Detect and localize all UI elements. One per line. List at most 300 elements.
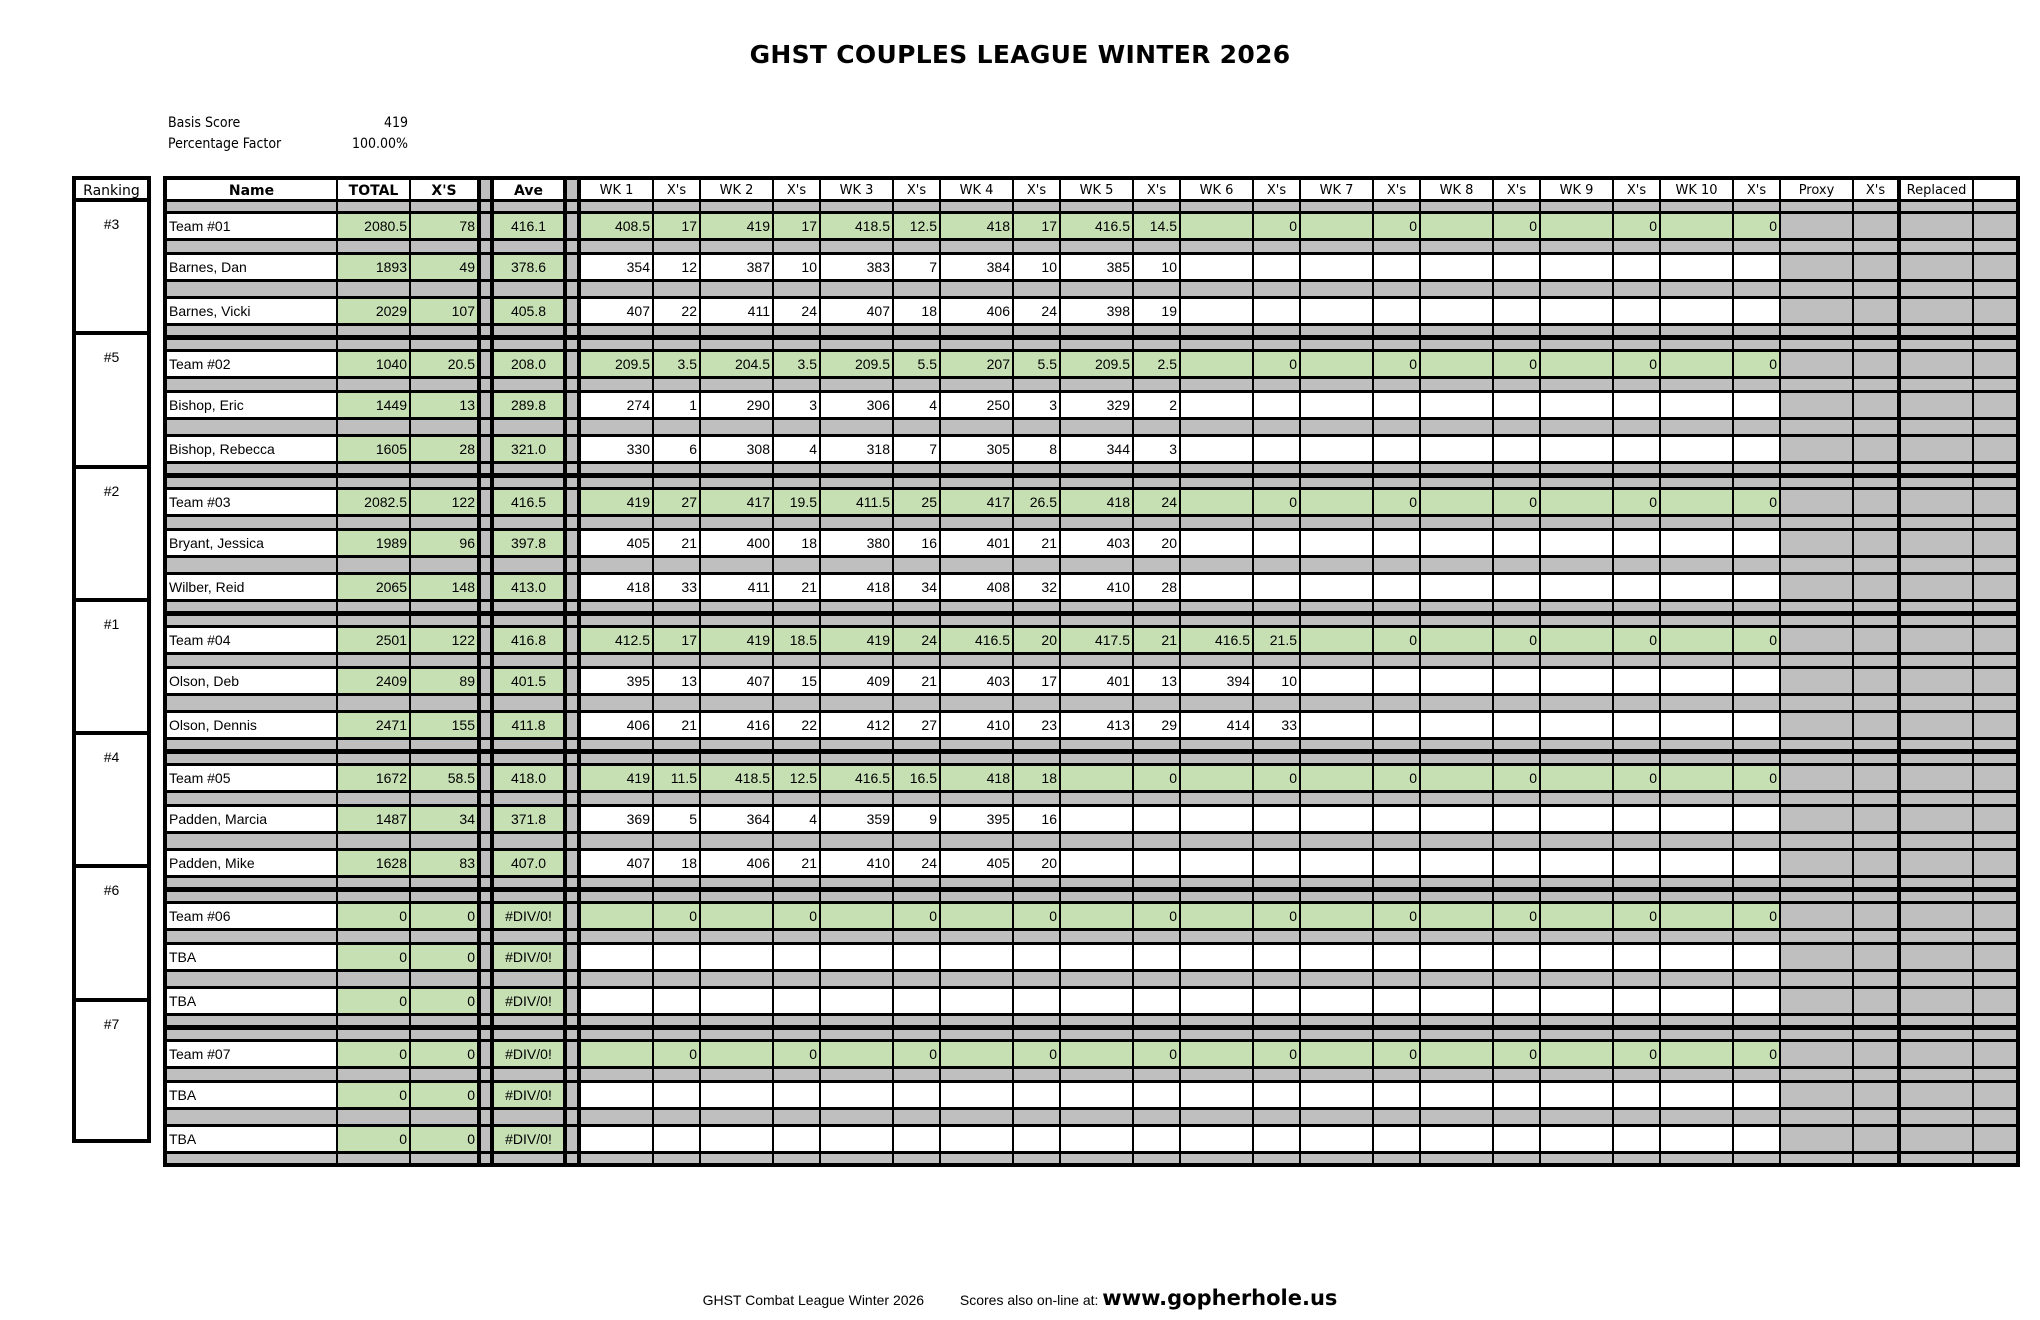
week-10-xs[interactable] bbox=[1734, 575, 1781, 599]
week-8-xs[interactable] bbox=[1494, 851, 1541, 875]
week-2-xs[interactable] bbox=[774, 945, 821, 969]
week-4-xs[interactable]: 23 bbox=[1014, 713, 1061, 737]
week-6-score[interactable] bbox=[1181, 1083, 1254, 1107]
footer-website-link[interactable]: www.gopherhole.us bbox=[1102, 1286, 1338, 1310]
week-5-score[interactable]: 385 bbox=[1061, 255, 1134, 279]
week-1-xs[interactable] bbox=[654, 989, 701, 1013]
cell-div2 bbox=[567, 352, 581, 376]
week-8-xs[interactable] bbox=[1494, 393, 1541, 417]
week-4-score[interactable]: 405 bbox=[941, 851, 1014, 875]
week-2-xs[interactable]: 4 bbox=[774, 807, 821, 831]
week-7-score[interactable] bbox=[1301, 437, 1374, 461]
week-7-xs[interactable] bbox=[1374, 393, 1421, 417]
week-8-score[interactable] bbox=[1421, 807, 1494, 831]
week-3-xs[interactable]: 21 bbox=[894, 669, 941, 693]
week-7-xs[interactable] bbox=[1374, 851, 1421, 875]
week-3-xs[interactable]: 18 bbox=[894, 299, 941, 323]
week-9-score[interactable] bbox=[1541, 989, 1614, 1013]
week-4-score[interactable]: 384 bbox=[941, 255, 1014, 279]
week-1-score[interactable]: 407 bbox=[581, 851, 654, 875]
week-2-score[interactable]: 411 bbox=[701, 575, 774, 599]
week-9-score[interactable] bbox=[1541, 851, 1614, 875]
week-2-score[interactable]: 406 bbox=[701, 851, 774, 875]
week-8-xs[interactable] bbox=[1494, 989, 1541, 1013]
week-1-score[interactable] bbox=[581, 1127, 654, 1151]
week-8-xs[interactable] bbox=[1494, 1083, 1541, 1107]
week-4-score[interactable]: 401 bbox=[941, 531, 1014, 555]
week-5-score[interactable]: 401 bbox=[1061, 669, 1134, 693]
week-6-score[interactable] bbox=[1181, 989, 1254, 1013]
spacer-cell bbox=[1301, 1154, 1374, 1163]
header-proxy: Proxy bbox=[1781, 180, 1854, 202]
week-7-score[interactable] bbox=[1301, 807, 1374, 831]
week-6-xs[interactable] bbox=[1254, 989, 1301, 1013]
week-10-score[interactable] bbox=[1661, 531, 1734, 555]
week-1-xs[interactable]: 1 bbox=[654, 393, 701, 417]
week-2-score[interactable]: 290 bbox=[701, 393, 774, 417]
week-9-score[interactable] bbox=[1541, 299, 1614, 323]
week-7-xs[interactable] bbox=[1374, 299, 1421, 323]
week-5-xs[interactable]: 19 bbox=[1134, 299, 1181, 323]
week-5-xs[interactable] bbox=[1134, 945, 1181, 969]
week-9-score[interactable] bbox=[1541, 669, 1614, 693]
week-10-xs[interactable] bbox=[1734, 669, 1781, 693]
week-10-score[interactable] bbox=[1661, 255, 1734, 279]
week-4-xs[interactable] bbox=[1014, 1083, 1061, 1107]
week-3-score[interactable]: 306 bbox=[821, 393, 894, 417]
week-9-score[interactable] bbox=[1541, 807, 1614, 831]
week-3-xs[interactable]: 24 bbox=[894, 851, 941, 875]
week-7-xs[interactable] bbox=[1374, 531, 1421, 555]
week-6-xs[interactable] bbox=[1254, 531, 1301, 555]
week-1-score[interactable] bbox=[581, 945, 654, 969]
week-7-score[interactable] bbox=[1301, 255, 1374, 279]
week-5-score[interactable] bbox=[1061, 1127, 1134, 1151]
week-3-score[interactable] bbox=[821, 945, 894, 969]
basis-score-value[interactable]: 419 bbox=[383, 115, 408, 131]
week-4-xs[interactable]: 32 bbox=[1014, 575, 1061, 599]
week-7-xs[interactable] bbox=[1374, 1127, 1421, 1151]
week-2-score[interactable] bbox=[701, 1083, 774, 1107]
spacer-cell bbox=[338, 972, 411, 986]
week-2-xs[interactable]: 18 bbox=[774, 531, 821, 555]
week-2-xs[interactable]: 22 bbox=[774, 713, 821, 737]
week-9-xs[interactable] bbox=[1614, 255, 1661, 279]
week-5-score[interactable]: 403 bbox=[1061, 531, 1134, 555]
week-6-score[interactable] bbox=[1181, 807, 1254, 831]
week-1-score[interactable]: 330 bbox=[581, 437, 654, 461]
week-8-xs[interactable] bbox=[1494, 437, 1541, 461]
week-10-score[interactable] bbox=[1661, 945, 1734, 969]
week-1-score[interactable] bbox=[581, 989, 654, 1013]
week-2-xs[interactable]: 4 bbox=[774, 437, 821, 461]
week-10-xs[interactable] bbox=[1734, 299, 1781, 323]
spacer-cell bbox=[1614, 1016, 1661, 1025]
week-1-xs[interactable]: 5 bbox=[654, 807, 701, 831]
week-9-xs[interactable] bbox=[1614, 531, 1661, 555]
week-1-score[interactable]: 406 bbox=[581, 713, 654, 737]
week-9-xs[interactable] bbox=[1614, 437, 1661, 461]
week-5-xs[interactable] bbox=[1134, 807, 1181, 831]
week-2-xs[interactable]: 3 bbox=[774, 393, 821, 417]
week-10-score[interactable] bbox=[1661, 713, 1734, 737]
week-8-xs[interactable] bbox=[1494, 807, 1541, 831]
week-3-xs[interactable]: 34 bbox=[894, 575, 941, 599]
week-3-xs: 5.5 bbox=[894, 352, 941, 376]
week-7-score[interactable] bbox=[1301, 669, 1374, 693]
week-2-score[interactable]: 400 bbox=[701, 531, 774, 555]
week-3-xs[interactable]: 16 bbox=[894, 531, 941, 555]
week-6-xs[interactable] bbox=[1254, 807, 1301, 831]
week-1-score[interactable]: 369 bbox=[581, 807, 654, 831]
week-3-xs[interactable] bbox=[894, 989, 941, 1013]
spacer-cell bbox=[1254, 1030, 1301, 1039]
week-10-score[interactable] bbox=[1661, 669, 1734, 693]
week-9-xs[interactable] bbox=[1614, 669, 1661, 693]
week-5-xs[interactable]: 3 bbox=[1134, 437, 1181, 461]
week-7-score[interactable] bbox=[1301, 531, 1374, 555]
week-5-xs[interactable] bbox=[1134, 989, 1181, 1013]
week-3-xs[interactable] bbox=[894, 945, 941, 969]
week-5-xs[interactable]: 29 bbox=[1134, 713, 1181, 737]
week-5-score[interactable]: 410 bbox=[1061, 575, 1134, 599]
week-3-score[interactable] bbox=[821, 1083, 894, 1107]
week-6-xs[interactable] bbox=[1254, 299, 1301, 323]
week-10-score[interactable] bbox=[1661, 1083, 1734, 1107]
week-6-score[interactable] bbox=[1181, 299, 1254, 323]
week-6-score[interactable] bbox=[1181, 531, 1254, 555]
week-8-xs[interactable] bbox=[1494, 255, 1541, 279]
week-4-score[interactable] bbox=[941, 945, 1014, 969]
week-8-score[interactable] bbox=[1421, 299, 1494, 323]
week-1-xs[interactable]: 6 bbox=[654, 437, 701, 461]
spacer-row bbox=[167, 282, 2016, 299]
week-10-score[interactable] bbox=[1661, 807, 1734, 831]
week-8-score[interactable] bbox=[1421, 713, 1494, 737]
week-1-xs[interactable] bbox=[654, 1083, 701, 1107]
week-8-xs[interactable] bbox=[1494, 945, 1541, 969]
week-3-xs[interactable]: 9 bbox=[894, 807, 941, 831]
week-3-score[interactable] bbox=[821, 1127, 894, 1151]
week-1-xs[interactable]: 18 bbox=[654, 851, 701, 875]
week-4-score[interactable]: 403 bbox=[941, 669, 1014, 693]
week-9-xs[interactable] bbox=[1614, 807, 1661, 831]
spacer-cell bbox=[1734, 892, 1781, 901]
week-5-score[interactable] bbox=[1061, 945, 1134, 969]
week-10-xs[interactable] bbox=[1734, 1083, 1781, 1107]
week-10-score[interactable] bbox=[1661, 299, 1734, 323]
week-4-score[interactable]: 410 bbox=[941, 713, 1014, 737]
week-7-xs[interactable] bbox=[1374, 1083, 1421, 1107]
week-8-score[interactable] bbox=[1421, 255, 1494, 279]
week-10-score[interactable] bbox=[1661, 989, 1734, 1013]
week-7-score[interactable] bbox=[1301, 945, 1374, 969]
week-7-score[interactable] bbox=[1301, 989, 1374, 1013]
week-1-xs[interactable]: 21 bbox=[654, 531, 701, 555]
week-5-xs[interactable]: 13 bbox=[1134, 669, 1181, 693]
week-10-xs[interactable] bbox=[1734, 989, 1781, 1013]
week-8-xs[interactable] bbox=[1494, 531, 1541, 555]
week-4-xs[interactable]: 8 bbox=[1014, 437, 1061, 461]
week-5-xs[interactable]: 2 bbox=[1134, 393, 1181, 417]
week-3-xs[interactable]: 7 bbox=[894, 437, 941, 461]
week-7-xs[interactable] bbox=[1374, 669, 1421, 693]
week-3-score[interactable] bbox=[821, 989, 894, 1013]
week-2-xs[interactable]: 15 bbox=[774, 669, 821, 693]
week-9-xs[interactable] bbox=[1614, 575, 1661, 599]
week-8-xs[interactable] bbox=[1494, 299, 1541, 323]
week-4-score[interactable]: 305 bbox=[941, 437, 1014, 461]
week-10-xs[interactable] bbox=[1734, 807, 1781, 831]
week-7-score[interactable] bbox=[1301, 1127, 1374, 1151]
week-1-score[interactable]: 354 bbox=[581, 255, 654, 279]
week-3-score[interactable]: 383 bbox=[821, 255, 894, 279]
week-8-score[interactable] bbox=[1421, 1083, 1494, 1107]
week-2-score[interactable]: 407 bbox=[701, 669, 774, 693]
week-6-score[interactable] bbox=[1181, 393, 1254, 417]
week-5-xs[interactable] bbox=[1134, 1127, 1181, 1151]
week-2-xs[interactable] bbox=[774, 989, 821, 1013]
week-9-score[interactable] bbox=[1541, 713, 1614, 737]
week-2-xs[interactable]: 24 bbox=[774, 299, 821, 323]
week-5-xs[interactable] bbox=[1134, 851, 1181, 875]
week-1-score[interactable]: 418 bbox=[581, 575, 654, 599]
week-6-xs[interactable] bbox=[1254, 255, 1301, 279]
week-3-score[interactable]: 410 bbox=[821, 851, 894, 875]
week-8-xs[interactable] bbox=[1494, 1127, 1541, 1151]
week-2-score[interactable]: 308 bbox=[701, 437, 774, 461]
week-3-xs[interactable] bbox=[894, 1127, 941, 1151]
week-2-score[interactable]: 387 bbox=[701, 255, 774, 279]
week-5-score[interactable] bbox=[1061, 807, 1134, 831]
week-9-xs[interactable] bbox=[1614, 1127, 1661, 1151]
week-5-xs[interactable]: 20 bbox=[1134, 531, 1181, 555]
week-6-xs[interactable] bbox=[1254, 393, 1301, 417]
week-6-score[interactable]: 414 bbox=[1181, 713, 1254, 737]
week-5-score[interactable]: 398 bbox=[1061, 299, 1134, 323]
week-1-score[interactable]: 395 bbox=[581, 669, 654, 693]
week-3-xs[interactable]: 7 bbox=[894, 255, 941, 279]
week-10-xs[interactable] bbox=[1734, 851, 1781, 875]
week-3-score[interactable]: 409 bbox=[821, 669, 894, 693]
spacer-cell bbox=[701, 655, 774, 666]
week-1-score[interactable]: 274 bbox=[581, 393, 654, 417]
week-9-xs[interactable] bbox=[1614, 989, 1661, 1013]
week-2-score[interactable] bbox=[701, 1127, 774, 1151]
week-7-score[interactable] bbox=[1301, 713, 1374, 737]
week-3-score[interactable]: 412 bbox=[821, 713, 894, 737]
week-2-score[interactable] bbox=[701, 989, 774, 1013]
cell-xs: 20.5 bbox=[411, 352, 481, 376]
week-10-xs[interactable] bbox=[1734, 437, 1781, 461]
week-8-score[interactable] bbox=[1421, 669, 1494, 693]
week-4-score[interactable] bbox=[941, 1083, 1014, 1107]
week-5-xs[interactable]: 10 bbox=[1134, 255, 1181, 279]
week-9-xs[interactable] bbox=[1614, 1083, 1661, 1107]
week-4-xs[interactable]: 17 bbox=[1014, 669, 1061, 693]
week-9-score[interactable] bbox=[1541, 393, 1614, 417]
week-7-xs[interactable] bbox=[1374, 989, 1421, 1013]
week-7-xs[interactable] bbox=[1374, 807, 1421, 831]
week-8-score[interactable] bbox=[1421, 945, 1494, 969]
week-7-score[interactable] bbox=[1301, 299, 1374, 323]
week-2-xs[interactable]: 10 bbox=[774, 255, 821, 279]
week-6-xs[interactable] bbox=[1254, 437, 1301, 461]
week-6-xs[interactable] bbox=[1254, 945, 1301, 969]
week-7-xs[interactable] bbox=[1374, 713, 1421, 737]
week-2-xs[interactable] bbox=[774, 1127, 821, 1151]
week-4-score[interactable]: 406 bbox=[941, 299, 1014, 323]
week-6-score[interactable]: 394 bbox=[1181, 669, 1254, 693]
week-6-xs[interactable] bbox=[1254, 851, 1301, 875]
week-5-score[interactable]: 344 bbox=[1061, 437, 1134, 461]
week-9-score[interactable] bbox=[1541, 255, 1614, 279]
cell-total: 0 bbox=[338, 1042, 411, 1066]
week-9-xs[interactable] bbox=[1614, 851, 1661, 875]
week-7-xs[interactable] bbox=[1374, 945, 1421, 969]
week-2-xs[interactable] bbox=[774, 1083, 821, 1107]
week-7-score[interactable] bbox=[1301, 575, 1374, 599]
week-9-score[interactable] bbox=[1541, 1127, 1614, 1151]
week-6-xs[interactable]: 33 bbox=[1254, 713, 1301, 737]
week-10-score[interactable] bbox=[1661, 575, 1734, 599]
week-6-score[interactable] bbox=[1181, 851, 1254, 875]
week-10-score[interactable] bbox=[1661, 851, 1734, 875]
week-6-xs[interactable] bbox=[1254, 1127, 1301, 1151]
week-3-xs[interactable] bbox=[894, 1083, 941, 1107]
week-6-xs[interactable]: 10 bbox=[1254, 669, 1301, 693]
week-4-score[interactable]: 408 bbox=[941, 575, 1014, 599]
week-4-xs[interactable] bbox=[1014, 945, 1061, 969]
week-5-xs[interactable] bbox=[1134, 1083, 1181, 1107]
week-4-score[interactable] bbox=[941, 1127, 1014, 1151]
week-2-score[interactable] bbox=[701, 945, 774, 969]
week-9-score[interactable] bbox=[1541, 1083, 1614, 1107]
spacer-cell bbox=[1374, 793, 1421, 804]
week-4-xs[interactable]: 3 bbox=[1014, 393, 1061, 417]
week-1-xs[interactable]: 21 bbox=[654, 713, 701, 737]
week-6-xs[interactable] bbox=[1254, 575, 1301, 599]
week-9-xs[interactable] bbox=[1614, 393, 1661, 417]
week-2-score[interactable]: 416 bbox=[701, 713, 774, 737]
week-4-xs[interactable]: 24 bbox=[1014, 299, 1061, 323]
week-5-score[interactable] bbox=[1061, 1083, 1134, 1107]
week-3-xs[interactable]: 27 bbox=[894, 713, 941, 737]
week-6-score[interactable] bbox=[1181, 945, 1254, 969]
week-9-score[interactable] bbox=[1541, 531, 1614, 555]
week-8-xs[interactable] bbox=[1494, 669, 1541, 693]
week-7-score[interactable] bbox=[1301, 1083, 1374, 1107]
week-2-score[interactable]: 411 bbox=[701, 299, 774, 323]
week-10-score[interactable] bbox=[1661, 437, 1734, 461]
week-7-score[interactable] bbox=[1301, 851, 1374, 875]
week-7-score[interactable] bbox=[1301, 393, 1374, 417]
week-4-xs[interactable]: 16 bbox=[1014, 807, 1061, 831]
week-1-xs[interactable]: 33 bbox=[654, 575, 701, 599]
week-10-xs[interactable] bbox=[1734, 255, 1781, 279]
week-7-xs[interactable] bbox=[1374, 575, 1421, 599]
week-1-xs[interactable]: 12 bbox=[654, 255, 701, 279]
week-10-xs[interactable] bbox=[1734, 393, 1781, 417]
week-1-score[interactable]: 407 bbox=[581, 299, 654, 323]
week-4-xs[interactable]: 10 bbox=[1014, 255, 1061, 279]
percentage-factor-value[interactable]: 100.00% bbox=[351, 136, 408, 152]
week-1-xs[interactable] bbox=[654, 1127, 701, 1151]
cell-proxy bbox=[1781, 904, 1854, 928]
week-8-xs[interactable] bbox=[1494, 713, 1541, 737]
week-8-score[interactable] bbox=[1421, 575, 1494, 599]
week-6-score[interactable] bbox=[1181, 437, 1254, 461]
week-10-xs[interactable] bbox=[1734, 531, 1781, 555]
week-4-score[interactable]: 250 bbox=[941, 393, 1014, 417]
week-10-score[interactable] bbox=[1661, 393, 1734, 417]
week-6-score[interactable] bbox=[1181, 1127, 1254, 1151]
week-1-xs[interactable] bbox=[654, 945, 701, 969]
week-8-score[interactable] bbox=[1421, 989, 1494, 1013]
week-4-score[interactable] bbox=[941, 989, 1014, 1013]
week-3-xs[interactable]: 4 bbox=[894, 393, 941, 417]
week-6-score[interactable] bbox=[1181, 255, 1254, 279]
week-4-xs[interactable] bbox=[1014, 989, 1061, 1013]
week-5-score[interactable] bbox=[1061, 989, 1134, 1013]
week-8-score[interactable] bbox=[1421, 393, 1494, 417]
week-9-xs[interactable] bbox=[1614, 299, 1661, 323]
week-1-score[interactable]: 405 bbox=[581, 531, 654, 555]
week-3-score[interactable]: 359 bbox=[821, 807, 894, 831]
week-9-score[interactable] bbox=[1541, 575, 1614, 599]
week-1-xs[interactable]: 13 bbox=[654, 669, 701, 693]
week-9-score[interactable] bbox=[1541, 945, 1614, 969]
week-10-xs[interactable] bbox=[1734, 945, 1781, 969]
week-8-score[interactable] bbox=[1421, 1127, 1494, 1151]
week-9-xs[interactable] bbox=[1614, 945, 1661, 969]
week-3-score[interactable]: 380 bbox=[821, 531, 894, 555]
week-6-score[interactable] bbox=[1181, 575, 1254, 599]
spacer-cell bbox=[1494, 616, 1541, 625]
week-4-score[interactable]: 395 bbox=[941, 807, 1014, 831]
week-5-score[interactable]: 329 bbox=[1061, 393, 1134, 417]
week-1-xs[interactable]: 22 bbox=[654, 299, 701, 323]
week-2-xs[interactable]: 21 bbox=[774, 851, 821, 875]
week-8-score[interactable] bbox=[1421, 851, 1494, 875]
week-10-xs[interactable] bbox=[1734, 713, 1781, 737]
spacer-cell bbox=[1734, 517, 1781, 528]
week-7-xs[interactable] bbox=[1374, 437, 1421, 461]
week-8-score[interactable] bbox=[1421, 437, 1494, 461]
week-10-xs[interactable] bbox=[1734, 1127, 1781, 1151]
week-9-score[interactable] bbox=[1541, 437, 1614, 461]
week-6-xs[interactable] bbox=[1254, 1083, 1301, 1107]
week-5-score[interactable] bbox=[1061, 851, 1134, 875]
week-9-xs[interactable] bbox=[1614, 713, 1661, 737]
week-4-xs[interactable] bbox=[1014, 1127, 1061, 1151]
week-2-score[interactable]: 364 bbox=[701, 807, 774, 831]
week-3-score[interactable]: 418 bbox=[821, 575, 894, 599]
week-8-xs[interactable] bbox=[1494, 575, 1541, 599]
week-8-score[interactable] bbox=[1421, 531, 1494, 555]
week-1-score[interactable] bbox=[581, 1083, 654, 1107]
week-3-score[interactable]: 318 bbox=[821, 437, 894, 461]
cell-extra bbox=[1974, 299, 2016, 323]
week-4-xs[interactable]: 20 bbox=[1014, 851, 1061, 875]
week-4-xs[interactable]: 21 bbox=[1014, 531, 1061, 555]
week-5-score[interactable]: 413 bbox=[1061, 713, 1134, 737]
week-7-xs[interactable] bbox=[1374, 255, 1421, 279]
week-10-score[interactable] bbox=[1661, 1127, 1734, 1151]
week-5-xs[interactable]: 28 bbox=[1134, 575, 1181, 599]
week-3-score[interactable]: 407 bbox=[821, 299, 894, 323]
week-2-xs[interactable]: 21 bbox=[774, 575, 821, 599]
